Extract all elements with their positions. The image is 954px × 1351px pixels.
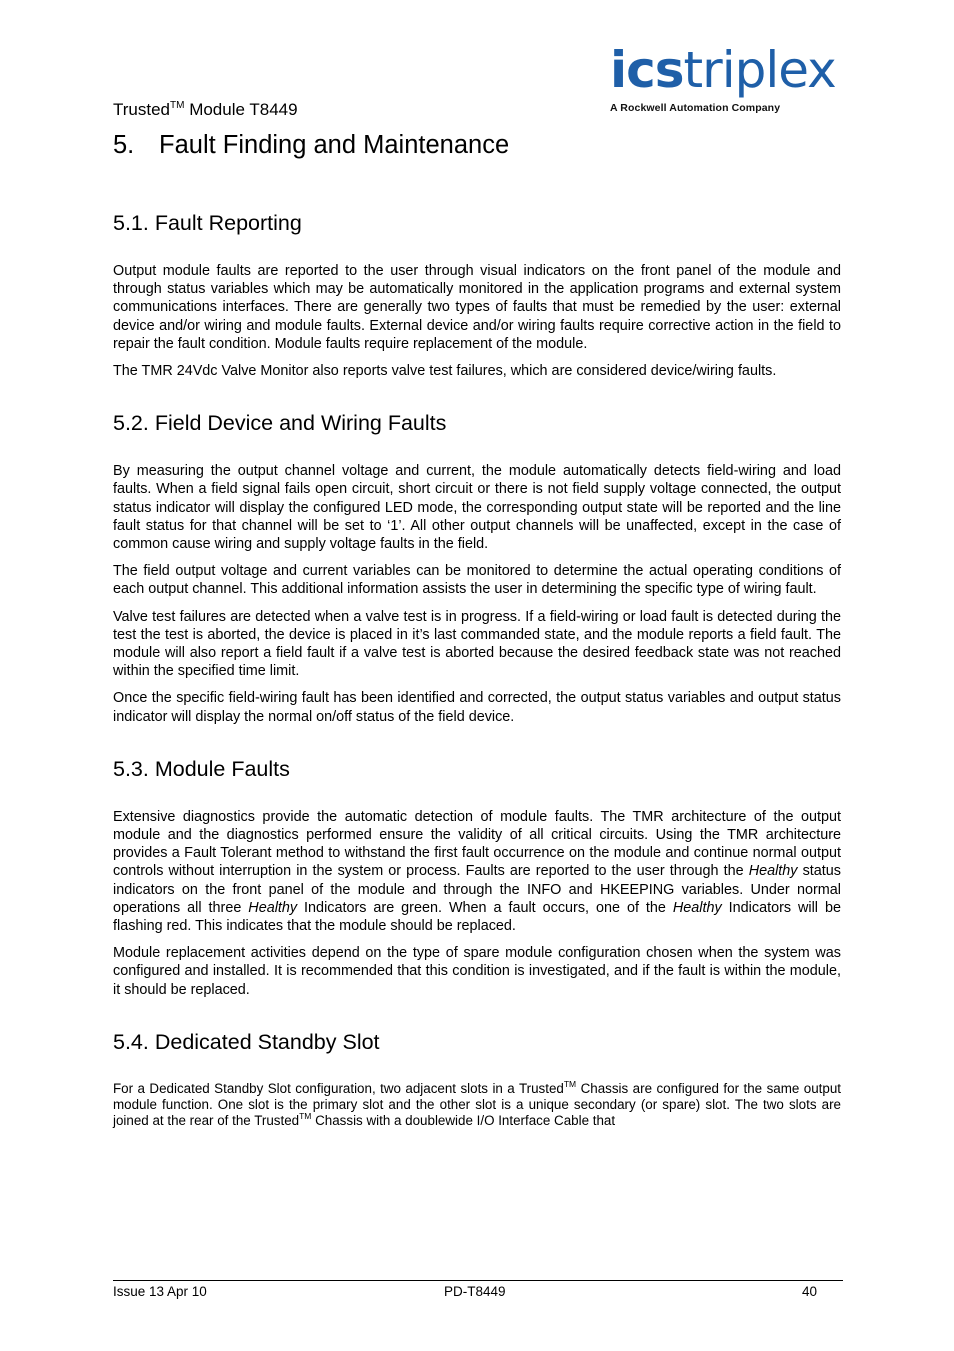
module-label: Module T8449	[184, 100, 298, 119]
footer-issue: Issue 13 Apr 10	[113, 1284, 207, 1299]
ics-triplex-logo	[610, 42, 846, 114]
healthy-term: Healthy	[672, 899, 722, 916]
section-heading-field-device-wiring-faults: 5.2. Field Device and Wiring Faults	[113, 411, 447, 436]
chapter-title	[113, 131, 509, 160]
logo-tagline: A Rockwell Automation Company	[610, 102, 781, 114]
section-heading-module-faults: 5.3. Module Faults	[113, 756, 290, 781]
footer-page-number: 40	[802, 1284, 818, 1299]
paragraph: Valve test failures are detected when a valve test is in progress. If a field-wiring or load fault is detected during the test the test is aborted, the device is placed in it’s last commanded state, and the module reports a field fault. The module will also report a field fault if a valve test is aborted because the desired feedback state was not reached within the specified time limit.	[113, 608, 841, 680]
footer-doc-id: PD-T8449	[444, 1284, 506, 1299]
paragraph: Once the specific field-wiring fault has been identified and corrected, the output status variables and output status indicator will display the normal on/off status of the field device.	[113, 690, 841, 725]
paragraph: The field output voltage and current variables can be monitored to determine the actual operating conditions of each output channel. This additional information assists the user in determining the specific type of wiring fault.	[113, 563, 841, 598]
healthy-term: Healthy	[748, 863, 798, 880]
page-content	[113, 208, 841, 1129]
paragraph: For a Dedicated Standby Slot configuration, two adjacent slots in a Trusted™ Chassis are configured for the same output module function. One slot is the primary slot and the other slot is a unique secondary (or spare) slot. The two slots are joined at the rear of the Trusted™ Chassis with a doublewide I/O Interface Cable that	[113, 1078, 841, 1128]
paragraph: By measuring the output channel voltage and current, the module automatically detects field-wiring and load faults. When a field signal fails open circuit, short circuit or there is not field supply voltage connected, the output status indicator will display the configured LED mode, the corresponding output state will be reported and the line fault status for that channel will be set to ‘1’. All other output channels will be unaffected, except in the case of common cause wiring and supply voltage faults in the field.	[113, 463, 841, 553]
trademark: TM	[299, 1110, 312, 1121]
logo-ics: ics	[610, 41, 684, 99]
healthy-term: Healthy	[248, 899, 298, 916]
section-heading-fault-reporting: 5.1. Fault Reporting	[113, 211, 302, 235]
small-text-block	[113, 1078, 841, 1129]
section-heading-dedicated-standby-slot: 5.4. Dedicated Standby Slot	[113, 1029, 380, 1054]
chapter-title-text: Fault Finding and Maintenance	[159, 131, 510, 159]
logo-triplex: triplex	[683, 41, 836, 99]
chapter-number: 5.	[113, 131, 135, 159]
doc-name: Trusted	[113, 100, 171, 119]
logo-wordmark	[610, 42, 846, 98]
footer-rule	[113, 1280, 843, 1281]
paragraph: Module replacement activities depend on the type of spare module configuration chosen when the system was configured and installed. It is recommended that this condition is investigated, and if the fault is within the module, it should be replaced.	[113, 945, 841, 998]
paragraph: Extensive diagnostics provide the automatic detection of module faults. The TMR architecture of the output module and the diagnostics performed ensure the validity of all critical circuits. Using the TMR architecture provides a Fault Tolerant method to withstand the first fault occurrence on the module and continue normal output controls without interruption in the system or process. Faults are reported to the user through the Healthy status indicators on the front panel of the module and through the INFO and HKEEPING variables. Under normal operations all three Healthy Indicators are green. When a fault occurs, one of the Healthy Indicators will be flashing red. This indicates that the module should be replaced.	[113, 808, 841, 935]
running-header	[113, 100, 298, 120]
paragraph: Output module faults are reported to the user through visual indicators on the front panel of the module and through status variables which may be automatically monitored in the application programs and external system communications interfaces. There are generally two types of faults that must be remedied by the user: external device and/or wiring and module faults. External device and/or wiring faults require corrective action in the field to repair the fault condition. Module faults require replacement of the module.	[113, 263, 841, 352]
trademark: TM	[563, 1078, 577, 1089]
trademark: TM	[170, 100, 185, 111]
paragraph: The TMR 24Vdc Valve Monitor also reports valve test failures, which are considered device/wiring faults.	[113, 363, 777, 380]
